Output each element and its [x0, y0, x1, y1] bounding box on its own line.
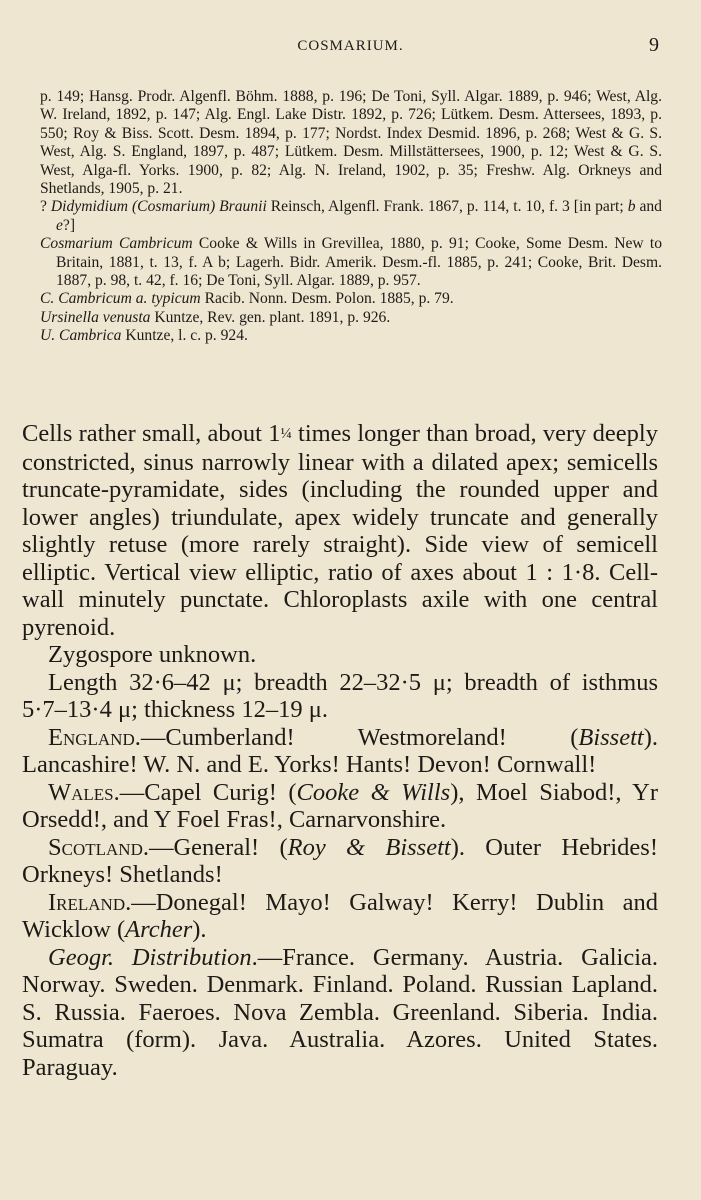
dimensions-paragraph: Length 32·6–42 μ; breadth 22–32·5 μ; breadth of isthmus 5·7–13·4 μ; thickness 12–19 μ.	[22, 668, 658, 723]
main-text	[22, 420, 658, 1081]
synonymy-entry	[40, 309, 662, 327]
region-heading: England	[48, 723, 135, 751]
page-number: 9	[649, 34, 659, 56]
italic-text: Cosmarium Cambricum	[40, 235, 193, 253]
text-run: .—Capel Curig! (	[113, 778, 297, 806]
text-run: ). Outer Hebrides! Orkneys! Shetlands!	[22, 833, 658, 888]
text-run: ?]	[62, 216, 76, 234]
region-heading: Scotland	[48, 833, 143, 861]
page-header	[30, 34, 671, 64]
italic-text: U. Cambrica	[40, 327, 122, 345]
running-head: COSMARIUM.	[297, 38, 404, 54]
distribution-paragraph	[22, 944, 658, 1082]
text-run: .—France. Germany. Austria. Galicia. Norway. Sweden. Denmark. Finland. Poland. Russian Lapland. S. Russia. Faeroes. Nova Zembla. Greenland. Siberia. India. Sumatra (form). Java. Australia. Azores. United States. Paraguay.	[22, 943, 658, 1081]
synonymy-entry	[40, 290, 662, 308]
italic-text: Cooke & Wills	[296, 778, 451, 806]
italic-text: C. Cambricum a. typicum	[40, 290, 201, 308]
synonymy-entry	[40, 88, 662, 198]
italic-text: Archer	[125, 916, 193, 943]
text-run: .—Donegal! Mayo! Galway! Kerry! Dublin and Wicklow (	[22, 888, 658, 943]
synonymy-block	[40, 88, 662, 346]
text-run: Cooke & Wills in Grevillea, 1880, p. 91; Cooke, Some Desm. New to Britain, 1881, t. 13, f. A b; Lagerh. Bidr. Amerik. Desm.-fl. 1885, p. 241; Cooke, Brit. Desm. 1887, p. 98, t. 42, f. 16; De Toni, Syll. Algar. 1889, p. 957.	[56, 235, 662, 290]
fraction: ¼	[280, 426, 292, 442]
text-run: Reinsch, Algenfl. Frank. 1867, p. 114, t. 10, f. 3 [in part;	[266, 198, 628, 216]
text-run: Kuntze, l. c. p. 924.	[121, 327, 248, 345]
zygospore-paragraph: Zygospore unknown.	[48, 641, 257, 668]
text-run: and	[635, 198, 662, 216]
distribution-block	[22, 724, 658, 1082]
text-run: ). Lancashire! W. N. and E. Yorks! Hants! Devon! Cornwall!	[22, 723, 658, 778]
text-run: ).	[192, 916, 207, 943]
italic-text: Bissett	[578, 723, 644, 751]
distribution-paragraph	[22, 779, 658, 834]
text-run: Racib. Nonn. Desm. Polon. 1885, p. 79.	[200, 290, 454, 308]
text-run: Kuntze, Rev. gen. plant. 1891, p. 926.	[150, 308, 391, 326]
italic-text: Ursinella venusta	[40, 308, 151, 326]
distribution-paragraph	[22, 889, 658, 944]
description-paragraph	[22, 420, 658, 641]
region-heading: Wales	[48, 778, 114, 806]
text-run: .—Cumberland! Westmoreland! (	[134, 723, 579, 751]
italic-text: e	[56, 216, 63, 234]
synonymy-entry	[40, 198, 662, 235]
italic-text: Didymidium (Cosmarium) Braunii	[50, 198, 267, 216]
text-run: ), Moel Siabod!, Yr Orsedd!, and Y Foel Fras!, Carnarvonshire.	[22, 778, 658, 833]
description-start: Cells rather small, about 1	[22, 420, 281, 447]
description-rest: times longer than broad, very deeply constricted, sinus narrowly linear with a dilated apex; semicells truncate-pyramidate, sides (including the rounded upper and lower angles) triundulate, apex widely truncate and generally slightly retuse (more rarely straight). Side view of semicell elliptic. Vertical view elliptic, ratio of axes about 1 : 1·8. Cell-wall minutely punctate. Chloroplasts axile with one central pyrenoid.	[22, 420, 658, 641]
distribution-paragraph	[22, 724, 658, 779]
italic-text: b	[627, 198, 636, 216]
synonymy-entry	[40, 235, 662, 290]
distribution-paragraph	[22, 834, 658, 889]
italic-text: Geogr. Distribution	[48, 943, 252, 971]
text-run: ?	[40, 198, 51, 216]
region-heading: Ireland	[48, 888, 126, 916]
text-run: .—General! (	[142, 833, 288, 861]
text-run: p. 149; Hansg. Prodr. Algenfl. Böhm. 1888, p. 196; De Toni, Syll. Algar. 1889, p. 946; West, Alg. W. Ireland, 1892, p. 147; Alg. Engl. Lake Distr. 1892, p. 726; Lütkem. Desm. Attersees, 1893, p. 550; Roy & Biss. Scott. Desm. 1894, p. 177; Nordst. Index Desmid. 1896, p. 268; West & G. S. West, Alg. S. England, 1897, p. 487; Lütkem. Desm. Millstättersees, 1900, p. 12; West & G. S. West, Alga-fl. Yorks. 1900, p. 82; Alg. N. Ireland, 1902, p. 35; Freshw. Alg. Orkneys and Shetlands, 1905, p. 21.	[40, 88, 662, 198]
synonymy-entry	[40, 327, 662, 345]
italic-text: Roy & Bissett	[287, 833, 451, 861]
